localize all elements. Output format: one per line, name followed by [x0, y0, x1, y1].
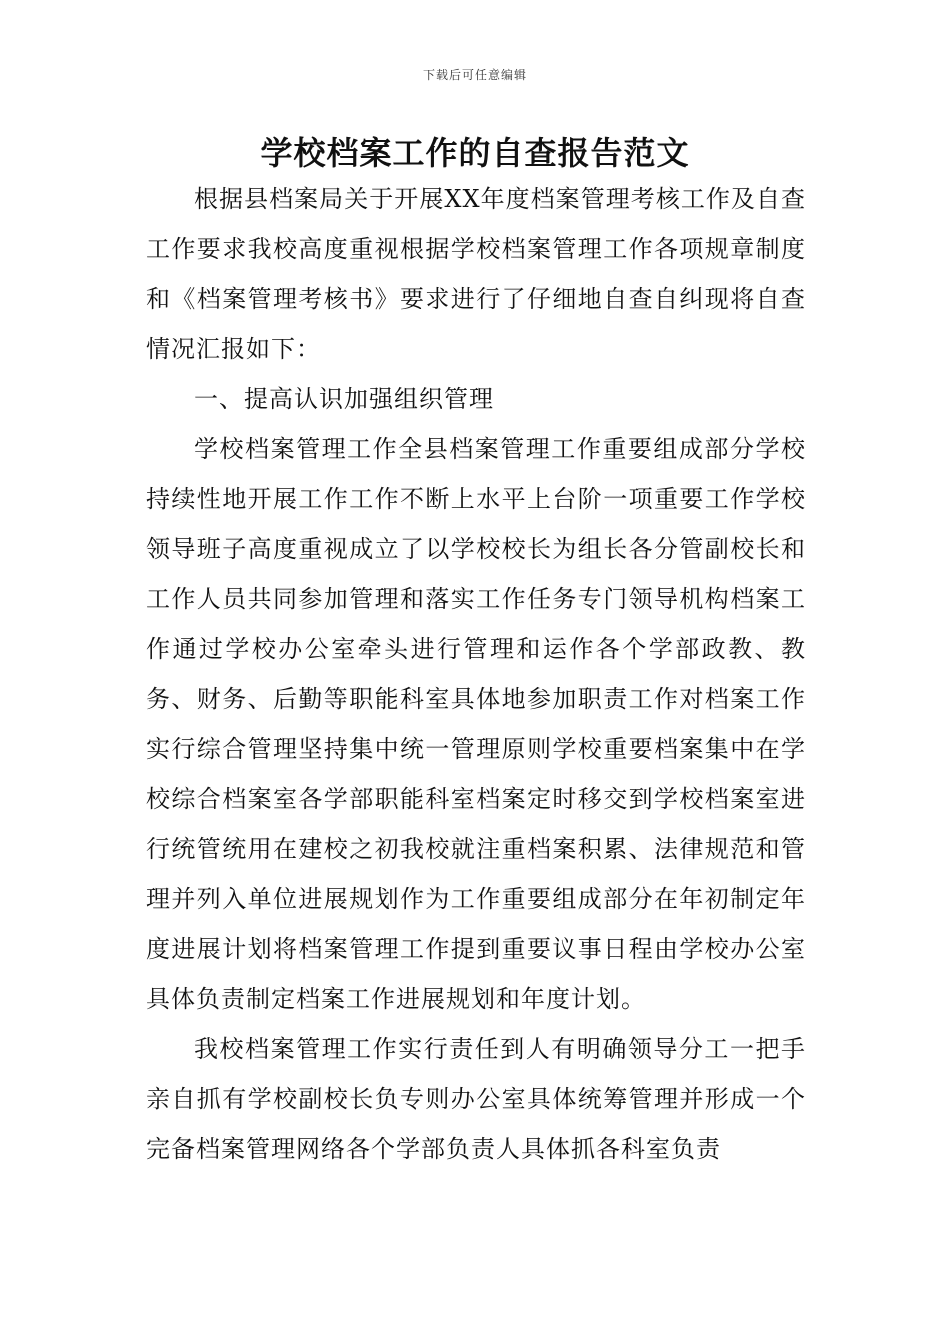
header-note: 下载后可任意编辑 [422, 68, 527, 82]
paragraph-responsibility: 我校档案管理工作实行责任到人有明确领导分工一把手亲自抓有学校副校长负专则办公室具体统筹管理并形成一个完备档案管理网络各个学部负责人具体抓各科室负责 [146, 1035, 806, 1163]
paragraph-section-1: 学校档案管理工作全县档案管理工作重要组成部分学校持续性地开展工作工作不断上水平上台阶一项重要工作学校领导班子高度重视成立了以学校校长为组长各分管副校长和工作人员共同参加管理和落实工作任务专门领导机构档案工作通过学校办公室牵头进行管理和运作各个学部政教、教务、财务、后勤等职能科室具体地参加职责工作对档案工作实行综合管理坚持集中统一管理原则学校重要档案集中在学校综合档案室各学部职能科室档案定时移交到学校档案室进行统管统用在建校之初我校就注重档案积累、法律规范和管理并列入单位进展规划作为工作重要组成部分在年初制定年度进展计划将档案管理工作提到重要议事日程由学校办公室具体负责制定档案工作进展规划和年度计划。 [146, 435, 806, 1013]
document-body [146, 174, 806, 1174]
paragraph-intro: 根据县档案局关于开展XX年度档案管理考核工作及自查工作要求我校高度重视根据学校档案管理工作各项规章制度和《档案管理考核书》要求进行了仔细地自查自纠现将自查情况汇报如下： [146, 185, 806, 363]
section-heading-1: 一、提高认识加强组织管理 [194, 385, 494, 413]
document-title: 学校档案工作的自查报告范文 [260, 134, 690, 172]
